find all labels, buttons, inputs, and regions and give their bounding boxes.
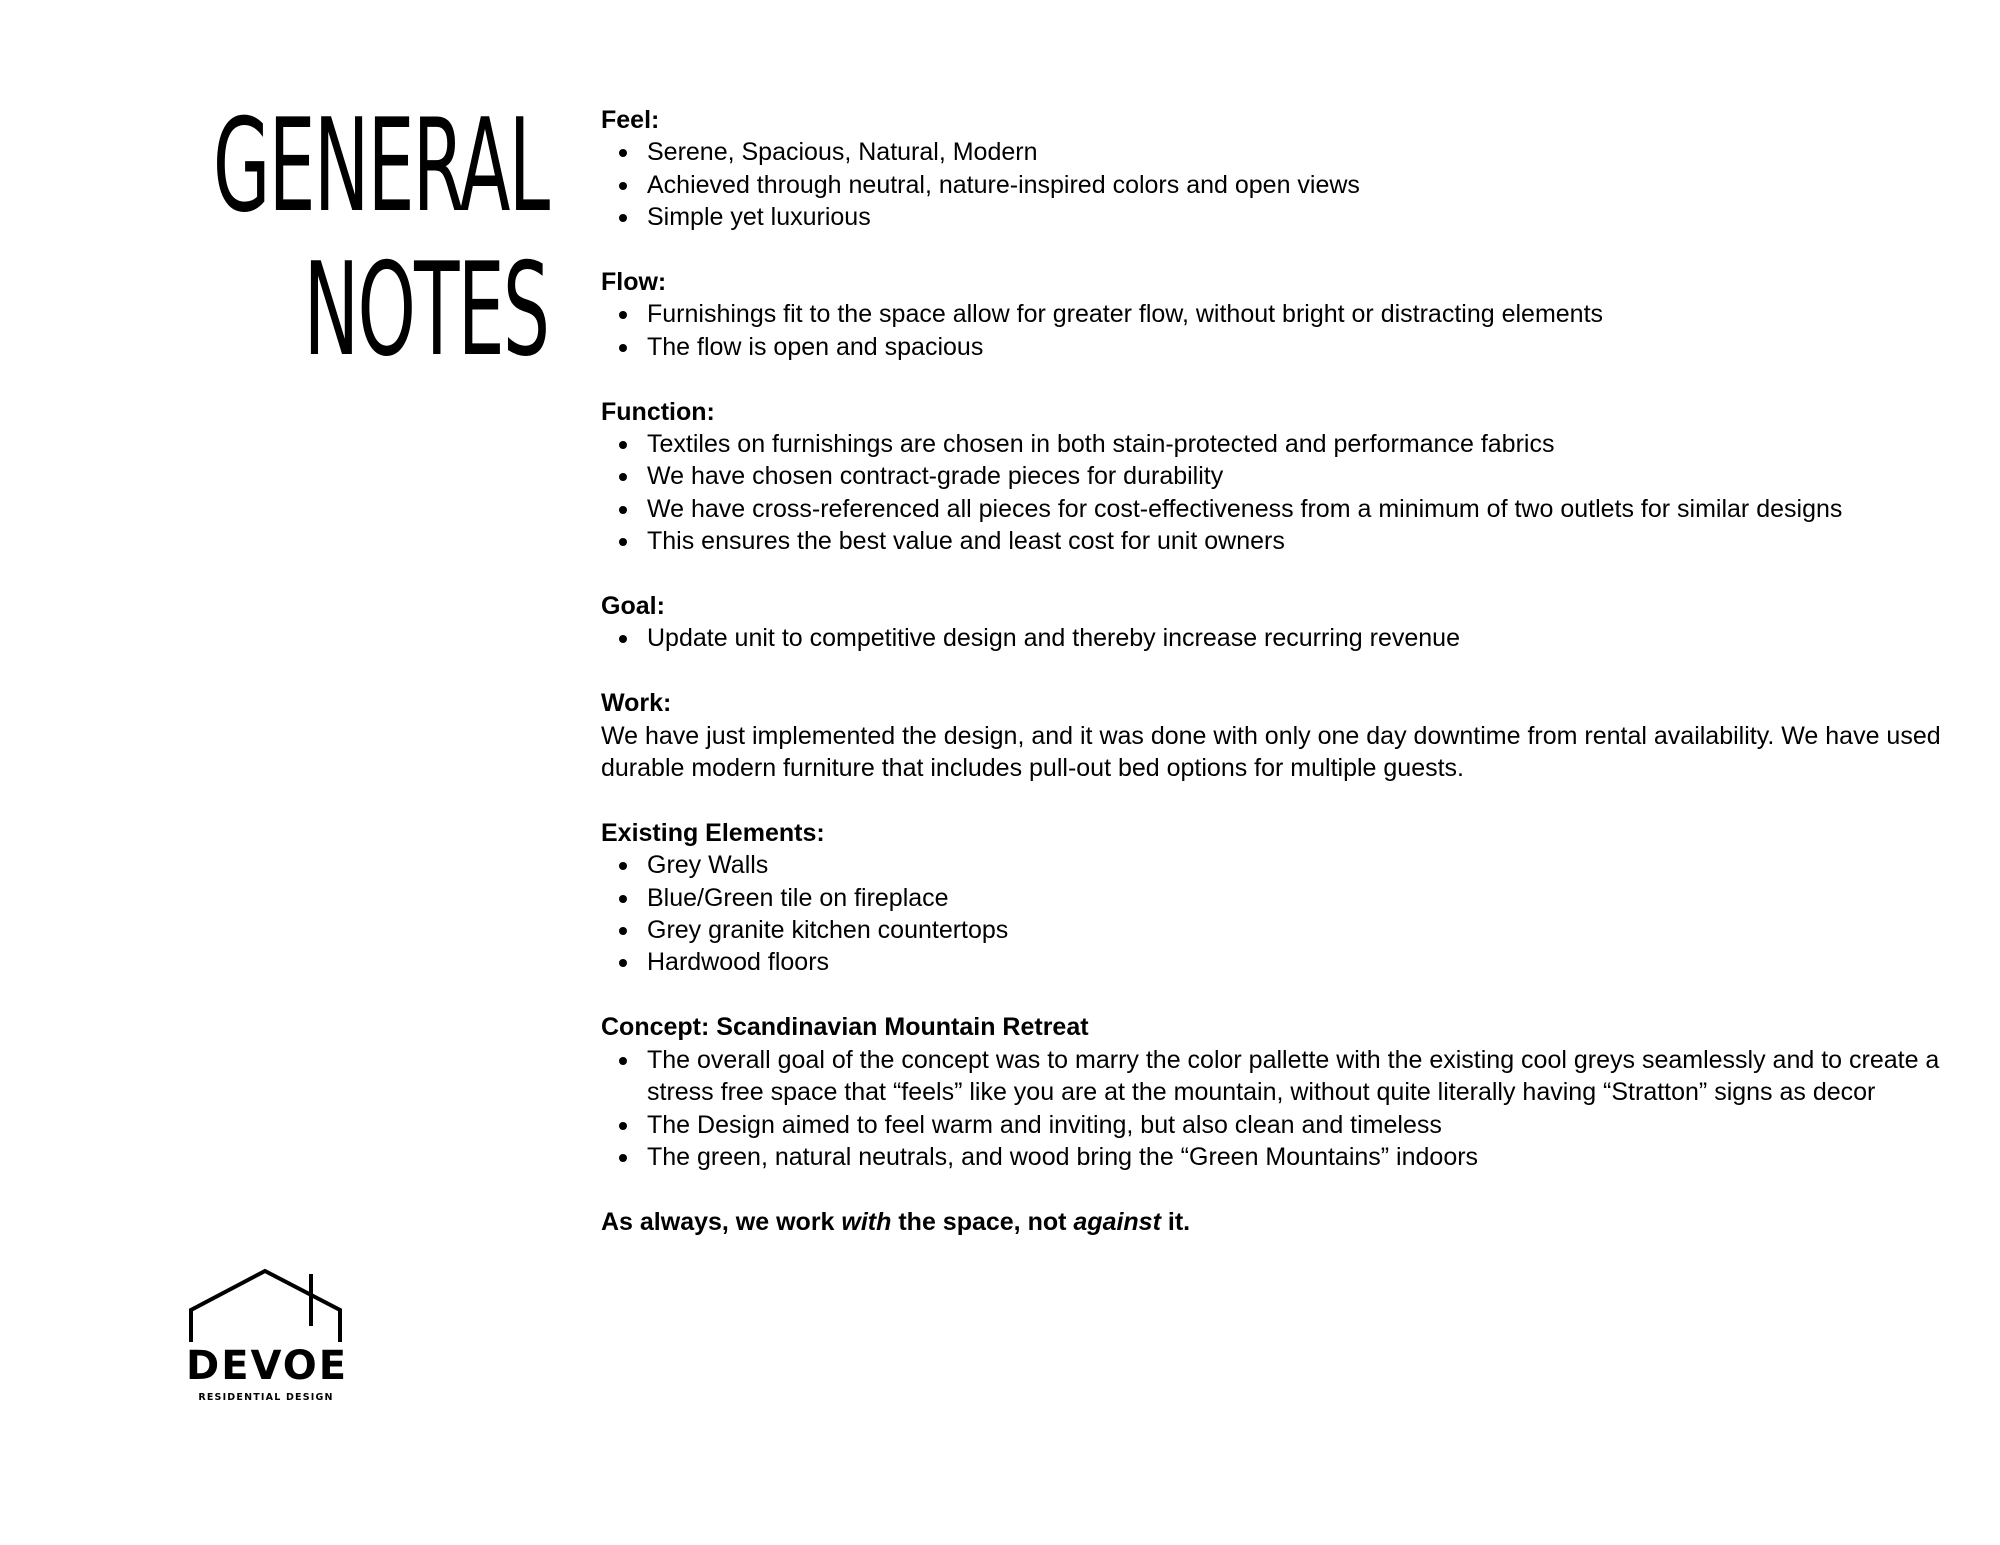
bullet-list — [601, 428, 1981, 558]
list-item: This ensures the best value and least cost for unit owners — [647, 525, 1981, 557]
list-item: Blue/Green tile on fireplace — [647, 882, 1981, 914]
bullet-list — [601, 849, 1981, 979]
list-item: Simple yet luxurious — [647, 201, 1981, 233]
list-item: Textiles on furnishings are chosen in both stain-protected and performance fabrics — [647, 428, 1981, 460]
list-item: The flow is open and spacious — [647, 331, 1981, 363]
section-heading: Feel: — [601, 106, 660, 134]
bullet-list — [601, 136, 1981, 233]
list-item: Update unit to competitive design and thereby increase recurring revenue — [647, 622, 1981, 654]
closing-emphasis-against: against — [1073, 1207, 1161, 1236]
list-item: Grey Walls — [647, 849, 1981, 881]
list-item: The overall goal of the concept was to marry the color pallette with the existing cool greys seamlessly and to create a stress free space that “feels” like you are at the mountain, without quite literally having “Stratton” signs as decor — [647, 1044, 1981, 1109]
work-paragraph: We have just implemented the design, and it was done with only one day downtime from rental availability. We have used durable modern furniture that includes pull-out bed options for multiple guests. — [601, 721, 1941, 783]
section-heading: Concept: Scandinavian Mountain Retreat — [601, 1013, 1089, 1042]
list-item: The Design aimed to feel warm and inviting, but also clean and timeless — [647, 1109, 1981, 1141]
closing-emphasis-with: with — [841, 1207, 892, 1236]
section-flow — [601, 266, 1981, 363]
section-work — [601, 687, 1981, 784]
page-title — [212, 92, 548, 385]
logo-wordmark: DEVOE — [186, 1343, 349, 1389]
logo-tagline: RESIDENTIAL DESIGN — [198, 1392, 334, 1403]
section-goal — [601, 590, 1981, 655]
title-line-2: NOTES — [303, 236, 548, 385]
list-item: Grey granite kitchen countertops — [647, 914, 1981, 946]
section-heading: Flow: — [601, 268, 667, 297]
section-heading: Function: — [601, 397, 715, 426]
list-item: Hardwood floors — [647, 946, 1981, 978]
list-item: Serene, Spacious, Natural, Modern — [647, 136, 1981, 168]
list-item: We have cross-referenced all pieces for cost-effectiveness from a minimum of two outlets for similar designs — [647, 493, 1981, 525]
notes-content — [601, 104, 1981, 1238]
closing-part-3: it. — [1160, 1207, 1191, 1236]
list-item: The green, natural neutrals, and wood bring the “Green Mountains” indoors — [647, 1141, 1981, 1173]
title-line-1: GENERAL — [212, 92, 548, 241]
bullet-list — [601, 298, 1981, 363]
house-outline-icon — [188, 1268, 344, 1344]
closing-part-2: the space, not — [891, 1207, 1074, 1236]
list-item: We have chosen contract-grade pieces for durability — [647, 460, 1981, 492]
bullet-list — [601, 622, 1981, 654]
section-heading: Existing Elements: — [601, 818, 825, 847]
section-feel — [601, 104, 1981, 234]
section-heading: Goal: — [601, 592, 665, 621]
list-item: Achieved through neutral, nature-inspired colors and open views — [647, 169, 1981, 201]
bullet-list — [601, 1044, 1981, 1174]
list-item: Furnishings fit to the space allow for greater flow, without bright or distracting elements — [647, 298, 1981, 330]
section-existing-elements — [601, 817, 1981, 979]
devoe-logo — [186, 1268, 349, 1416]
section-function — [601, 396, 1981, 558]
section-concept — [601, 1011, 1981, 1173]
section-heading: Work: — [601, 689, 672, 718]
closing-statement — [601, 1206, 1981, 1238]
closing-part-1: As always, we work — [601, 1207, 842, 1236]
